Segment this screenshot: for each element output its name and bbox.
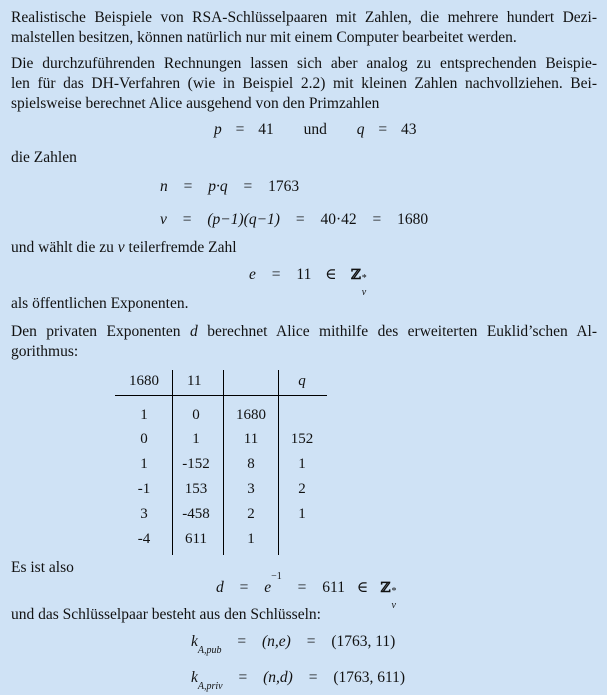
- text-die-zahlen: die Zahlen: [11, 149, 77, 166]
- text-fragment: teilerfremde Zahl: [124, 239, 237, 256]
- math-set: ℤ: [350, 267, 361, 283]
- math-op: =: [237, 633, 247, 650]
- table-cell: 1: [140, 407, 148, 423]
- math-sup: −1: [271, 571, 282, 582]
- text-line: len für das DH-Verfahren (wie in Beispiel 2.2) mit kleinen Zahlen nachvollziehen. Bei-: [11, 75, 597, 92]
- math-sub: A,pub: [197, 645, 222, 657]
- table-cell: 0: [192, 407, 200, 423]
- table-cell: 2: [247, 506, 255, 522]
- math-op: =: [295, 211, 305, 228]
- text-line: malstellen besitzen, können natürlich nur mit einem Computer bearbeitet werden.: [11, 29, 517, 46]
- equation-d: [216, 571, 397, 612]
- table-cell: 8: [247, 456, 255, 472]
- math-sup: *: [391, 586, 397, 598]
- paragraph-private-exponent: [11, 322, 597, 362]
- table-cell: 11: [243, 431, 259, 447]
- math-var: d: [190, 323, 198, 340]
- math-var: v: [160, 211, 167, 228]
- math-value: 1680: [397, 211, 429, 228]
- table-cell: -458: [182, 506, 210, 522]
- math-expr: (p−1)(q−1): [207, 211, 280, 228]
- table-header-rule: [115, 395, 327, 396]
- table-cell: 1: [298, 456, 306, 472]
- equation-kpub: [191, 633, 396, 657]
- table-cell: 1: [247, 531, 255, 547]
- text-oeffentlich: als öffentlichen Exponenten.: [11, 295, 189, 312]
- table-cell: 1680: [236, 407, 266, 423]
- math-op: =: [238, 669, 248, 686]
- text-fragment: berechnet Alice mithilfe des erweiterten Euklid’schen Al-: [197, 323, 598, 340]
- math-value: 41: [258, 121, 274, 138]
- text-fragment: und wählt die zu: [11, 239, 118, 256]
- math-op: =: [271, 266, 281, 283]
- math-op: =: [372, 211, 382, 228]
- math-sup: *: [361, 273, 367, 284]
- math-sub: v: [361, 287, 367, 298]
- math-expr: (n,d): [263, 669, 293, 686]
- math-op: ∈: [325, 266, 337, 283]
- text-line: spielsweise berechnet Alice ausgehend von den Primzahlen: [11, 95, 380, 112]
- math-expr: p·q: [208, 178, 228, 195]
- math-value: (1763, 611): [333, 669, 406, 686]
- equation-primes: [214, 121, 417, 139]
- math-var: q: [356, 121, 365, 138]
- math-var: n: [160, 178, 168, 195]
- math-value: (1763, 11): [331, 633, 396, 650]
- table-cell: -1: [137, 481, 151, 497]
- math-value: 43: [401, 121, 417, 138]
- text-waehlt: [11, 239, 237, 257]
- math-var: v: [117, 239, 125, 256]
- table-cell: 153: [184, 481, 208, 497]
- math-var: k: [191, 669, 198, 686]
- math-set: ℤ: [380, 580, 391, 597]
- text-schluesselpaar: und das Schlüsselpaar besteht aus den Schlüsseln:: [11, 606, 321, 623]
- math-text: und: [303, 121, 327, 138]
- text-fragment: Den privaten Exponenten: [11, 323, 190, 340]
- table-cell: 152: [290, 431, 314, 447]
- math-op: =: [235, 121, 245, 138]
- math-op: =: [378, 121, 388, 138]
- math-op: =: [182, 211, 192, 228]
- table-cell: 3: [247, 481, 255, 497]
- table-divider: [223, 370, 224, 555]
- math-expr: 40·42: [320, 211, 357, 228]
- math-op: =: [297, 579, 307, 597]
- math-var: e: [249, 266, 256, 283]
- text-line: Realistische Beispiele von RSA-Schlüsselpaaren mit Zahlen, die mehrere hundert Dezi-: [11, 9, 597, 26]
- text-es-ist-also: Es ist also: [11, 559, 74, 576]
- math-sub: v: [391, 600, 396, 612]
- math-op: =: [239, 579, 249, 597]
- text-line: Die durchzuführenden Rechnungen lassen sich aber analog zu entsprechenden Beispie-: [11, 55, 597, 72]
- table-header-cell: 1680: [129, 373, 159, 389]
- math-op: =: [243, 178, 253, 195]
- equation-kpriv: [191, 669, 406, 693]
- math-value: 1763: [268, 178, 300, 195]
- math-op: =: [183, 178, 193, 195]
- table-cell: 1: [192, 431, 200, 447]
- equation-v: [160, 211, 428, 229]
- math-value: 611: [322, 579, 345, 597]
- text-line: [11, 322, 597, 342]
- table-cell: 611: [185, 531, 207, 547]
- table-cell: 2: [298, 481, 306, 497]
- math-var: k: [191, 633, 198, 650]
- table-cell: 1: [140, 456, 148, 472]
- paragraph-intro: [11, 8, 597, 48]
- equation-n: [160, 178, 299, 196]
- math-var: e: [264, 579, 272, 597]
- table-cell: 3: [140, 506, 148, 522]
- paragraph-dh-analogy: [11, 54, 597, 114]
- math-op: =: [306, 633, 316, 650]
- table-cell: -4: [137, 531, 151, 547]
- text-line: gorithmus:: [11, 343, 79, 360]
- math-expr: (n,e): [262, 633, 291, 650]
- table-cell: 0: [140, 431, 148, 447]
- table-header-cell: 11: [187, 373, 202, 389]
- math-op: =: [308, 669, 318, 686]
- euclid-table: [115, 370, 327, 555]
- math-op: ∈: [356, 579, 369, 597]
- math-var: p: [214, 121, 222, 138]
- math-value: 11: [296, 266, 312, 283]
- table-cell: -152: [182, 456, 210, 472]
- math-sub: A,priv: [197, 681, 223, 693]
- math-var: d: [216, 579, 224, 597]
- equation-e: [249, 265, 367, 298]
- table-cell: 1: [298, 506, 306, 522]
- table-header-cell: q: [298, 373, 306, 389]
